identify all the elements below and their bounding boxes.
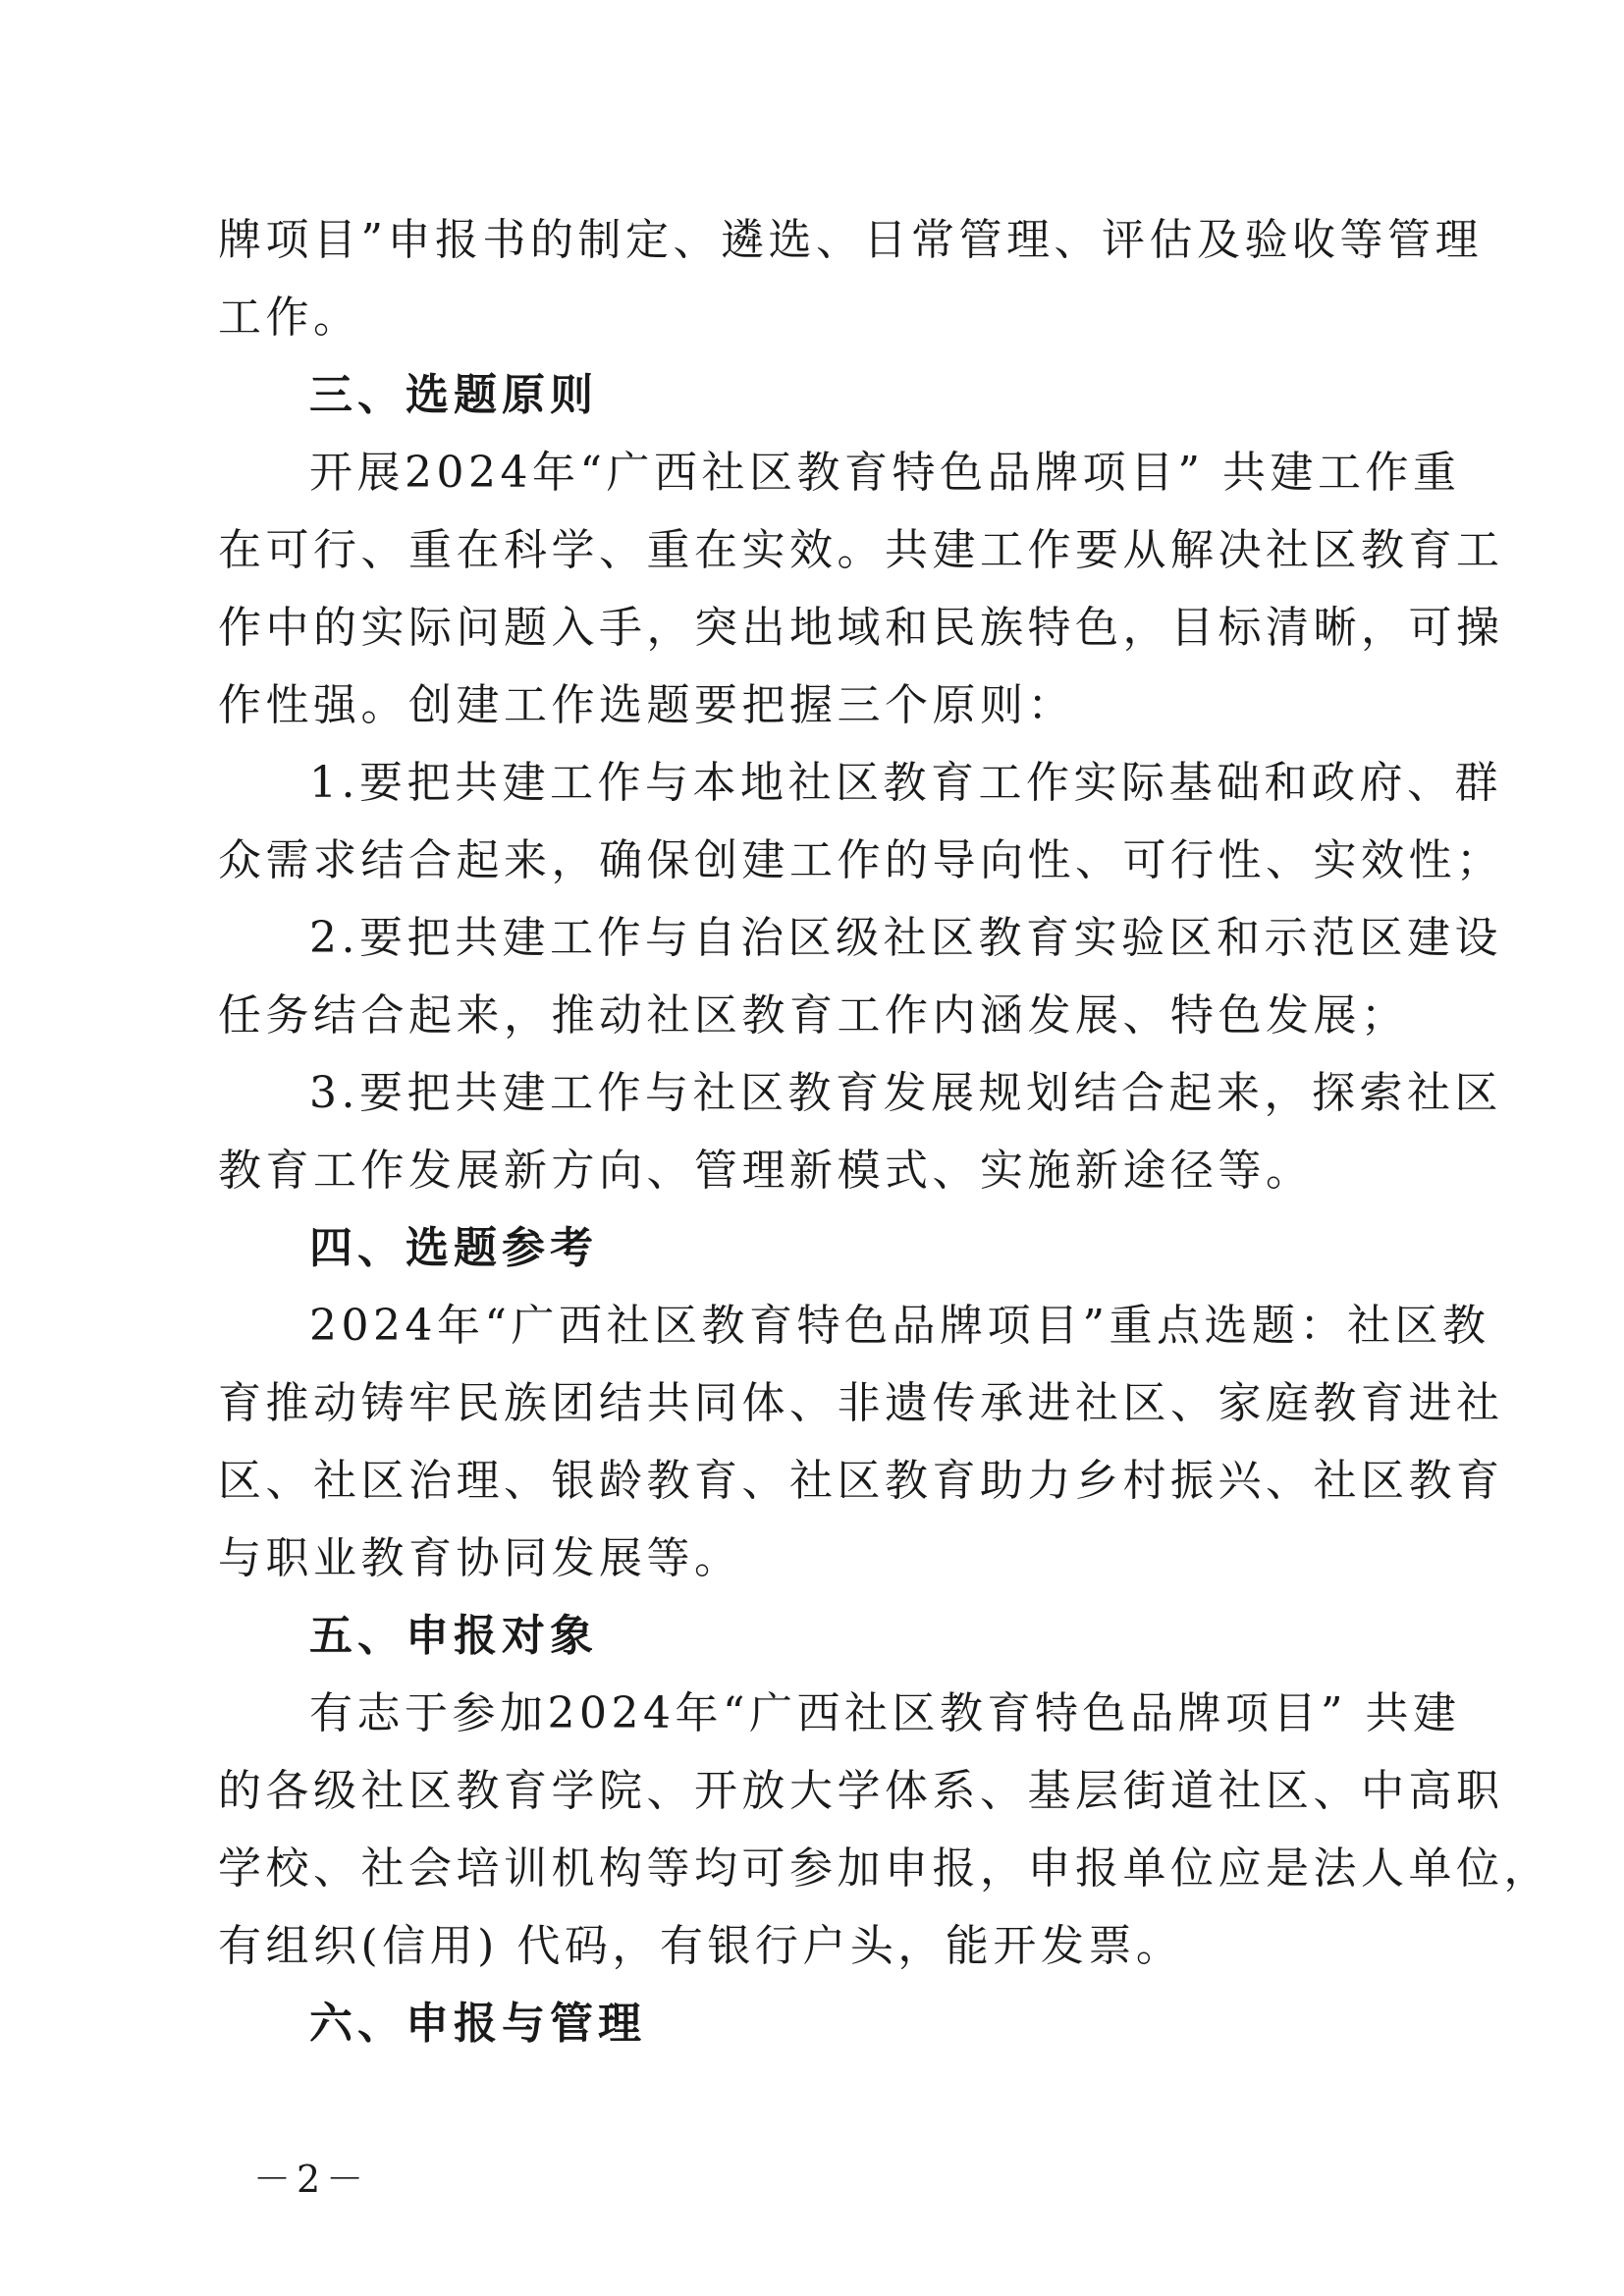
text-line: 作中的实际问题入手，突出地域和民族特色，目标清晰，可操 xyxy=(218,603,1504,653)
text-line: 作性强。创建工作选题要把握三个原则： xyxy=(218,680,1075,730)
text-line: 区、社区治理、银龄教育、社区教育助力乡村振兴、社区教育 xyxy=(218,1456,1504,1506)
section-heading: 四、选题参考 xyxy=(309,1223,598,1273)
text-line: 2024年“广西社区教育特色品牌项目”重点选题：社区教 xyxy=(309,1301,1490,1351)
section-heading: 六、申报与管理 xyxy=(309,1999,646,2049)
text-line: 育推动铸牢民族团结共同体、非遗传承进社区、家庭教育进社 xyxy=(218,1378,1504,1428)
text-line: 牌项目”申报书的制定、遴选、日常管理、评估及验收等管理 xyxy=(218,215,1483,265)
text-line: 有组织(信用) 代码，有银行户头，能开发票。 xyxy=(218,1921,1184,1971)
text-line: 的各级社区教育学院、开放大学体系、基层街道社区、中高职 xyxy=(218,1766,1504,1816)
section-heading: 五、申报对象 xyxy=(309,1611,598,1661)
list-item-line: 1.要把共建工作与本地社区教育工作实际基础和政府、群 xyxy=(309,758,1502,808)
page-number: －2－ xyxy=(253,2158,370,2201)
text-line: 任务结合起来，推动社区教育工作内涵发展、特色发展； xyxy=(218,990,1409,1041)
text-line: 开展2024年“广西社区教育特色品牌项目” 共建工作重 xyxy=(309,448,1461,498)
text-line: 众需求结合起来，确保创建工作的导向性、可行性、实效性； xyxy=(218,835,1504,885)
text-line: 教育工作发展新方向、管理新模式、实施新途径等。 xyxy=(218,1146,1314,1196)
text-line: 学校、社会培训机构等均可参加申报，申报单位应是法人单位， xyxy=(218,1843,1551,1894)
section-heading: 三、选题原则 xyxy=(309,370,598,420)
text-line: 与职业教育协同发展等。 xyxy=(218,1533,742,1583)
document-body xyxy=(218,201,1551,2062)
list-item-line: 3.要把共建工作与社区教育发展规划结合起来，探索社区 xyxy=(309,1068,1502,1118)
text-line: 工作。 xyxy=(218,293,361,343)
list-item-line: 2.要把共建工作与自治区级社区教育实验区和示范区建设 xyxy=(309,913,1502,963)
text-line: 有志于参加2024年“广西社区教育特色品牌项目” 共建 xyxy=(309,1688,1461,1738)
text-line: 在可行、重在科学、重在实效。共建工作要从解决社区教育工 xyxy=(218,525,1504,575)
